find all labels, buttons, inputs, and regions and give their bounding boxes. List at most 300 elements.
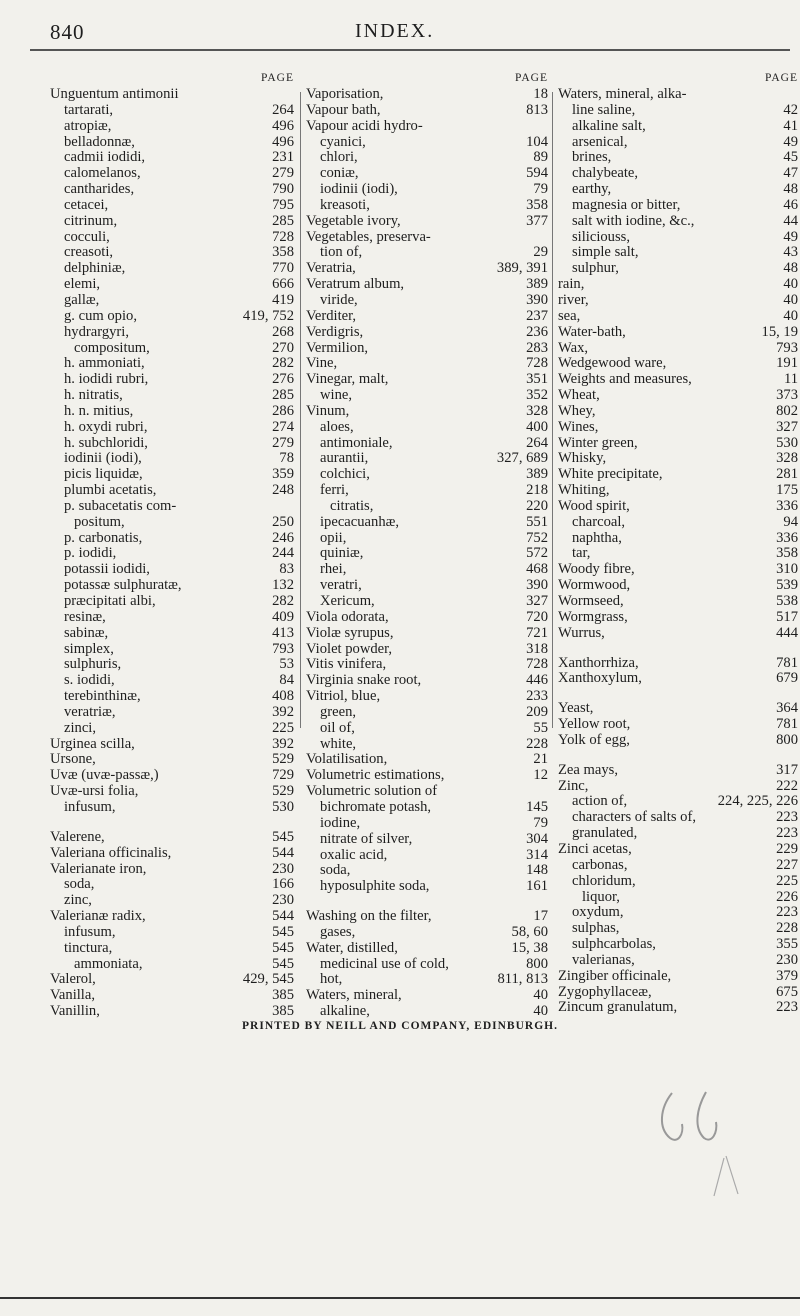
index-entry [306,166,548,182]
index-entry [50,341,294,357]
entry-term: p. iodidi, [64,545,117,562]
entry-page-ref: 728 [272,228,294,245]
page-heading: INDEX. [355,20,435,42]
entry-term: ferri, [320,482,349,499]
index-entry [50,893,294,909]
entry-term: cetacei, [64,196,109,213]
entry-term: Unguentum antimonii [50,86,179,102]
entry-page-ref: 364 [776,700,798,717]
entry-page-ref: 282 [272,593,294,609]
column-header-page: PAGE [515,72,548,84]
entry-page-ref: 40 [533,1003,548,1020]
entry-page-ref: 728 [526,656,548,673]
entry-term: Wheat, [558,387,600,404]
entry-term: chlori, [320,149,358,166]
entry-term: alkaline salt, [572,117,646,134]
index-entry [50,768,294,784]
entry-term: infusum, [64,923,116,940]
entry-page-ref: 78 [279,450,294,467]
entry-page-ref: 279 [272,165,294,182]
entry-page-ref: 728 [526,355,548,372]
entry-term: tar, [572,545,591,562]
index-entry [50,594,294,610]
index-entry [50,877,294,893]
index-entry [558,562,798,578]
entry-page-ref: 104 [526,133,548,150]
index-entry [50,721,294,737]
index-entry [50,515,294,531]
entry-term: arsenical, [572,133,628,150]
entry-page-ref: 282 [272,355,294,372]
entry-term: Valerianate iron, [50,860,147,877]
entry-page-ref: 790 [272,181,294,198]
index-entry [558,245,798,261]
entry-term: sabinæ, [64,624,109,641]
entry-term: p. subacetatis com- [64,497,177,514]
index-entry [306,925,548,941]
entry-term: Zincum granulatum, [558,999,678,1016]
entry-term: ipecacuanhæ, [320,513,400,530]
entry-term: gases, [320,923,356,940]
index-entry [306,941,548,957]
index-entry [558,119,798,135]
entry-page-ref: 468 [526,561,548,578]
entry-page-ref: 15, 38 [511,939,548,956]
entry-page-ref: 429, 545 [242,971,294,988]
entry-page-ref: 413 [272,624,294,641]
index-entry [50,309,294,325]
entry-page-ref: 336 [776,529,798,546]
entry-term: citratis, [330,497,374,514]
entry-term: Vermilion, [306,339,369,356]
entry-term: Uvæ-ursi folia, [50,783,139,800]
entry-term: delphiniæ, [64,260,126,277]
index-entry [50,356,294,372]
entry-page-ref: 811, 813 [497,971,548,988]
entry-page-ref: 145 [526,798,548,815]
index-entry [306,214,548,230]
index-entry [50,705,294,721]
entry-term: brines, [572,149,612,166]
index-entry [306,451,548,467]
entry-term: Valeriana officinalis, [50,844,172,861]
entry-page-ref: 358 [526,196,548,213]
index-entry [50,436,294,452]
entry-term: veratriæ, [64,703,116,720]
entry-page-ref: 529 [272,783,294,800]
index-entry [558,733,798,749]
entry-page-ref: 248 [272,482,294,499]
index-entry [558,953,798,969]
entry-page-ref: 45 [783,149,798,166]
index-entry [558,701,798,717]
entry-term: naphtha, [572,529,622,546]
entry-term: calomelanos, [64,165,141,182]
entry-page-ref: 385 [272,1003,294,1020]
entry-page-ref: 11 [783,371,798,388]
entry-page-ref: 793 [272,640,294,657]
index-entry [50,388,294,404]
entry-term: sulphcarbolas, [572,936,656,953]
index-entry [50,150,294,166]
entry-page-ref: 328 [776,450,798,467]
entry-page-ref: 286 [272,402,294,419]
entry-term: Violæ syrupus, [306,624,394,641]
entry-term: Wormgrass, [558,608,628,625]
entry-page-ref: 795 [272,196,294,213]
entry-page-ref: 389, 391 [496,260,548,277]
index-entry [50,214,294,230]
entry-term: kreasoti, [320,196,370,213]
entry-page-ref: 40 [783,276,798,293]
entry-page-ref: 444 [776,624,798,641]
index-entry [558,293,798,309]
entry-page-ref: 392 [272,735,294,752]
entry-term: Verditer, [306,307,357,324]
entry-term: Wax, [558,339,589,356]
entry-term: tion of, [320,244,363,261]
entry-page-ref: 223 [776,999,798,1016]
index-entry [50,166,294,182]
entry-page-ref: 250 [272,513,294,530]
entry-term: Vanilla, [50,987,95,1004]
index-entry [50,230,294,246]
entry-page-ref: 752 [526,529,548,546]
index-entry [50,182,294,198]
entry-term: Uvæ (uvæ-passæ,) [50,767,159,784]
entry-term: coniæ, [320,165,359,182]
index-entry [558,921,798,937]
index-entry [50,657,294,673]
bottom-rule [0,1297,800,1299]
entry-page-ref: 230 [272,892,294,909]
entry-term: Valerol, [50,971,96,988]
entry-term: Yellow root, [558,716,631,733]
entry-term: Xericum, [320,593,375,609]
index-entry [558,198,798,214]
index-entry [50,941,294,957]
entry-page-ref: 530 [272,798,294,815]
entry-term: charcoal, [572,513,626,530]
entry-page-ref: 218 [526,482,548,499]
index-entry [306,957,548,973]
entry-page-ref: 268 [272,323,294,340]
index-entry [50,325,294,341]
index-entry [306,103,548,119]
index-entry [558,451,798,467]
index-entry [50,135,294,151]
index-entry [50,862,294,878]
entry-page-ref: 544 [272,844,294,861]
index-entry [50,451,294,467]
entry-term: medicinal use of cold, [320,955,449,972]
entry-page-ref: 79 [533,814,548,831]
index-entry [306,972,548,988]
entry-term: resinæ, [64,608,106,625]
entry-page-ref: 496 [272,117,294,134]
entry-page-ref: 539 [776,577,798,594]
index-entry [558,594,798,610]
entry-term: Whey, [558,402,596,419]
entry-term: creasoti, [64,244,114,261]
index-entry [558,515,798,531]
entry-term: positum, [74,513,125,530]
index-entry [50,689,294,705]
entry-term: soda, [320,862,351,879]
entry-page-ref: 148 [526,862,548,879]
entry-term: sulphas, [572,920,620,937]
entry-term: Wedgewood ware, [558,355,667,372]
entry-page-ref: 530 [776,434,798,451]
entry-page-ref: 551 [526,513,548,530]
entry-page-ref: 572 [526,545,548,562]
index-entry [306,673,548,689]
entry-page-ref: 675 [776,983,798,1000]
index-entry [558,874,798,890]
entry-term: Xanthoxylum, [558,670,642,687]
index-entry [50,245,294,261]
entry-page-ref: 770 [272,260,294,277]
entry-term: Zinc, [558,777,589,794]
entry-term: Zingiber officinale, [558,967,672,984]
entry-term: rhei, [320,561,347,578]
entry-page-ref: 47 [783,165,798,182]
index-entry [558,671,798,687]
entry-page-ref: 802 [776,402,798,419]
entry-term: h. iodidi rubri, [64,371,149,388]
entry-page-ref: 29 [533,244,548,261]
entry-term: Winter green, [558,434,638,451]
index-entry [558,230,798,246]
index-entry [306,293,548,309]
entry-term: hyposulphite soda, [320,878,430,895]
entry-page-ref: 379 [776,967,798,984]
index-entry [306,626,548,642]
entry-page-ref: 545 [272,923,294,940]
entry-term: infusum, [64,798,116,815]
entry-term: siliciouss, [572,228,630,245]
entry-page-ref: 327 [526,593,548,609]
entry-term: aloes, [320,418,354,435]
entry-term: Yeast, [558,700,594,717]
entry-page-ref: 496 [272,133,294,150]
index-entry [306,404,548,420]
entry-term: iodine, [320,814,361,831]
index-column-3 [558,69,798,1016]
index-entry [558,372,798,388]
index-entry [558,794,798,810]
entry-term: Vitriol, blue, [306,688,381,705]
entry-term: Wood spirit, [558,497,630,514]
entry-page-ref: 358 [272,244,294,261]
index-entry [558,436,798,452]
index-entry [558,277,798,293]
entry-page-ref: 224, 225, 226 [717,793,798,810]
entry-term: salt with iodine, &c., [572,212,695,229]
entry-page-ref: 281 [776,466,798,483]
entry-page-ref: 175 [776,482,798,499]
entry-term: liquor, [582,888,620,905]
index-entry [558,1000,798,1016]
entry-page-ref: 233 [526,688,548,705]
entry-term: citrinum, [64,212,118,229]
index-entry [306,768,548,784]
entry-term: h. ammoniati, [64,355,145,372]
entry-term: tartarati, [64,101,114,118]
entry-page-ref: 58, 60 [511,923,548,940]
entry-page-ref: 352 [526,387,548,404]
column-divider [552,92,553,728]
index-entry [306,657,548,673]
entry-term: Vinum, [306,402,350,419]
entry-page-ref: 12 [533,767,548,784]
index-entry [50,988,294,1004]
entry-term: antimoniale, [320,434,393,451]
entry-page-ref: 666 [272,276,294,293]
entry-term: p. carbonatis, [64,529,143,546]
entry-term: Valerene, [50,828,105,845]
index-entry [306,198,548,214]
entry-term: granulated, [572,825,638,842]
entry-page-ref: 264 [526,434,548,451]
index-entry [306,578,548,594]
entry-page-ref: 358 [776,545,798,562]
entry-term: opii, [320,529,347,546]
entry-term: Whisky, [558,450,607,467]
entry-term: Woody fibre, [558,561,635,578]
entry-page-ref: 228 [776,920,798,937]
index-entry [558,404,798,420]
index-entry [558,499,798,515]
entry-term: simplex, [64,640,114,657]
entry-term: atropiæ, [64,117,112,134]
entry-page-ref: 327, 689 [496,450,548,467]
index-entry [306,277,548,293]
index-entry [50,957,294,973]
entry-term: quiniæ, [320,545,364,562]
entry-page-ref: 679 [776,670,798,687]
entry-term: Waters, mineral, alka- [558,86,687,102]
entry-term: hot, [320,971,343,988]
index-entry [306,879,548,895]
entry-term: Vitis vinifera, [306,656,387,673]
entry-term: Ursone, [50,751,96,768]
index-entry [50,119,294,135]
entry-term: soda, [64,876,95,893]
index-entry [558,150,798,166]
entry-term: Volumetric estimations, [306,767,445,784]
index-entry [50,562,294,578]
index-entry [306,182,548,198]
index-entry [50,626,294,642]
column-divider [300,92,301,728]
entry-term: h. nitratis, [64,387,123,404]
index-entry [558,610,798,626]
entry-term: veratri, [320,577,362,594]
entry-page-ref: 389 [526,276,548,293]
entry-page-ref: 390 [526,291,548,308]
index-entry [50,830,294,846]
index-entry [306,388,548,404]
entry-page-ref: 720 [526,608,548,625]
entry-term: characters of salts of, [572,809,696,826]
entry-page-ref: 392 [272,703,294,720]
index-entry [50,404,294,420]
entry-page-ref: 226 [776,888,798,905]
entry-term: wine, [320,387,353,404]
entry-page-ref: 21 [533,751,548,768]
index-entry [50,737,294,753]
entry-page-ref: 228 [526,735,548,752]
index-entry [50,198,294,214]
index-entry [558,810,798,826]
entry-page-ref: 209 [526,703,548,720]
index-entry [558,546,798,562]
entry-term: gallæ, [64,291,100,308]
entry-page-ref: 419, 752 [242,307,294,324]
entry-term: ammoniata, [74,955,143,972]
entry-page-ref: 800 [776,731,798,748]
index-entry [306,531,548,547]
entry-page-ref: 225 [272,719,294,736]
index-entry [558,87,798,103]
index-entry [50,546,294,562]
index-entry [50,909,294,925]
index-entry [306,800,548,816]
entry-term: cantharides, [64,181,135,198]
entry-term: action of, [572,793,628,810]
index-entry [306,832,548,848]
entry-page-ref: 53 [279,656,294,673]
index-entry [306,309,548,325]
index-entry [306,119,548,135]
entry-term: elemi, [64,276,101,293]
index-entry [558,531,798,547]
index-entry [306,848,548,864]
entry-page-ref: 285 [272,387,294,404]
index-entry [50,784,294,800]
index-entry [558,261,798,277]
entry-page-ref: 79 [533,181,548,198]
index-entry [306,642,548,658]
index-entry [50,1004,294,1020]
entry-term: Vinegar, malt, [306,371,389,388]
entry-term: chalybeate, [572,165,639,182]
index-entry [306,784,548,800]
index-entry [558,578,798,594]
index-entry [558,626,798,642]
index-entry [306,909,548,925]
entry-term: Waters, mineral, [306,987,402,1004]
entry-page-ref: 40 [783,291,798,308]
index-entry [558,985,798,1001]
entry-term: Zea mays, [558,761,618,778]
entry-page-ref: 17 [533,908,548,925]
entry-term: iodinii (iodi), [64,450,142,467]
entry-page-ref: 191 [776,355,798,372]
entry-term: Violet powder, [306,640,393,657]
entry-page-ref: 40 [533,987,548,1004]
entry-term: white, [320,735,357,752]
entry-term: oxalic acid, [320,846,388,863]
entry-page-ref: 544 [272,908,294,925]
printer-imprint: PRINTED BY NEILL AND COMPANY, EDINBURGH. [242,1020,558,1032]
index-entry [558,135,798,151]
entry-term: Zygophyllaceæ, [558,983,652,1000]
index-entry [306,988,548,1004]
entry-term: Volatilisation, [306,751,388,768]
entry-page-ref: 48 [783,181,798,198]
